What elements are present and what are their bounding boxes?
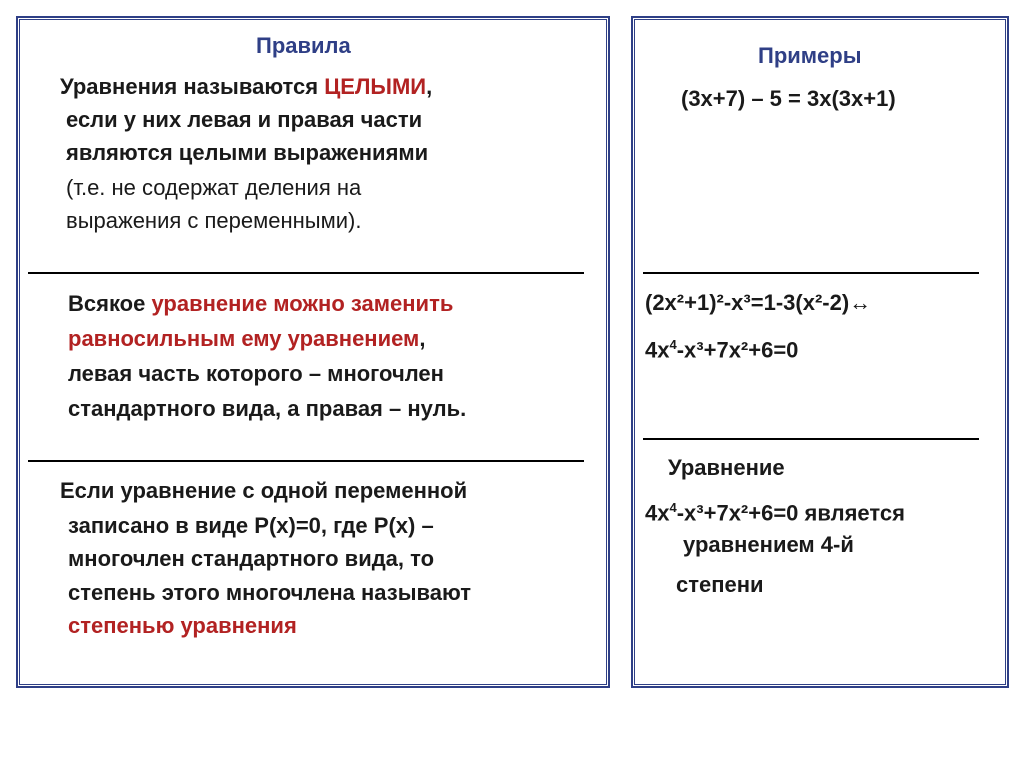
- example3-line1: Уравнение: [668, 455, 785, 480]
- example3-line3: уравнением 4-й: [683, 532, 854, 557]
- example2-line1: (2x²+1)²-x³=1-3(x²-2)↔: [645, 290, 872, 315]
- examples-divider-1: [643, 272, 979, 274]
- example3-line2-a: 4x: [645, 500, 670, 526]
- example2-line2-b: -x³+7x²+6=0: [676, 337, 799, 363]
- rule3-line3: многочлен стандартного вида, то: [68, 546, 435, 571]
- rule1-highlight: ЦЕЛЫМИ: [324, 74, 427, 99]
- examples-divider-2: [643, 438, 979, 440]
- rule1-line1-post: ,: [426, 74, 433, 99]
- rule3-line1: Если уравнение с одной переменной: [60, 478, 468, 503]
- rule2-line3: левая часть которого – многочлен: [68, 361, 444, 386]
- rule1-line5: выражения с переменными).: [66, 208, 362, 233]
- rule2-highlight-1: уравнение можно заменить: [151, 291, 454, 316]
- example3-line2: [645, 491, 905, 530]
- rule2-highlight-2: равносильным ему уравнением: [68, 326, 420, 351]
- example3-line4: степени: [676, 572, 764, 597]
- rule2-line4: стандартного вида, а правая – нуль.: [68, 396, 467, 421]
- rules-divider-1: [28, 272, 584, 274]
- rule2-line1: [68, 287, 453, 321]
- rule1-line4: (т.е. не содержат деления на: [66, 175, 362, 200]
- example3-exponent: 4: [669, 500, 677, 515]
- example3-line2-b: -x³+7x²+6=0 является: [676, 500, 905, 526]
- rule1-line1: [60, 70, 432, 104]
- example1-equation: (3x+7) – 5 = 3x(3x+1): [681, 86, 896, 111]
- examples-heading: Примеры: [758, 43, 862, 68]
- example2-line2: [645, 328, 798, 367]
- rule2-line1-text: Всякое: [68, 291, 152, 316]
- rule1-line1-text: Уравнения называются: [60, 74, 325, 99]
- rule2-line2: [68, 322, 425, 356]
- rule2-line2-post: ,: [419, 326, 426, 351]
- example2-exponent: 4: [669, 337, 677, 352]
- example2-line2-a: 4x: [645, 337, 670, 363]
- rules-divider-2: [28, 460, 584, 462]
- rule3-line2: записано в виде P(x)=0, где P(x) –: [68, 513, 434, 538]
- rule3-highlight: степенью уравнения: [68, 613, 297, 638]
- rule1-line3: являются целыми выражениями: [66, 140, 429, 165]
- rule3-line4: степень этого многочлена называют: [68, 580, 471, 605]
- rules-heading: Правила: [256, 33, 351, 58]
- rule1-line2: если у них левая и правая части: [66, 107, 423, 132]
